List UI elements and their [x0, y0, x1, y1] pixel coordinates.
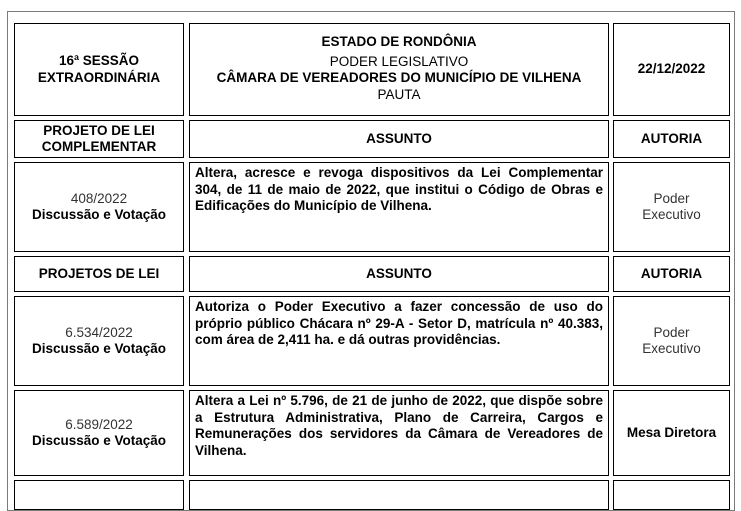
- item-author-line1: Poder: [653, 190, 690, 206]
- legislative-title: PODER LEGISLATIVO: [329, 53, 469, 69]
- section-label: PROJETOS DE LEI: [38, 265, 160, 281]
- date-cell: [613, 23, 730, 116]
- author-label: AUTORIA: [640, 130, 703, 146]
- next-row-cell: [613, 480, 730, 510]
- item-author: Mesa Diretora: [626, 424, 717, 440]
- item-author-cell: [613, 390, 730, 476]
- item-description-cell: [189, 296, 609, 386]
- chamber-title: CÂMARA DE VEREADORES DO MUNICÍPIO DE VILHENA: [216, 70, 582, 85]
- item-number-cell: [14, 296, 184, 386]
- subject-label: ASSUNTO: [366, 130, 432, 146]
- session-date: 22/12/2022: [637, 61, 706, 77]
- next-row-cell: [189, 480, 609, 510]
- subject-header: [189, 120, 609, 158]
- item-number: 408/2022: [70, 190, 128, 206]
- item-description-cell: [189, 390, 609, 476]
- item-author-line2: Executivo: [642, 341, 701, 356]
- author-label: AUTORIA: [640, 265, 703, 281]
- section-header-projetos: [14, 256, 184, 292]
- item-number-cell: [14, 162, 184, 252]
- item-author-cell: [613, 162, 730, 252]
- state-title: ESTADO DE RONDÔNIA: [321, 34, 477, 49]
- item-stage: Discussão e Votação: [31, 341, 167, 356]
- item-description: Autoriza o Poder Executivo a fazer concessão de uso do próprio público Chácara nº 29-A - Setor D, matrícula nº 40.383, com área de 2,411 ha. e dá outras providências.: [195, 299, 603, 347]
- section-header-complementar: [14, 120, 184, 158]
- item-author-cell: [613, 296, 730, 386]
- subject-header: [189, 256, 609, 292]
- item-description-cell: [189, 162, 609, 252]
- session-cell: [14, 23, 184, 116]
- item-stage: Discussão e Votação: [31, 433, 167, 448]
- subject-label: ASSUNTO: [366, 265, 432, 281]
- session-line2: EXTRAORDINÁRIA: [37, 69, 161, 85]
- author-header: [613, 120, 730, 158]
- next-row-cell: [14, 480, 184, 510]
- item-author-line1: Poder: [653, 324, 690, 340]
- author-header: [613, 256, 730, 292]
- session-line1: 16ª SESSÃO: [58, 53, 140, 68]
- item-description: Altera a Lei nº 5.796, de 21 de junho de 2022, que dispõe sobre a Estrutura Administrativa, Plano de Carreira, Cargos e Remunerações dos servidores da Câmara de Vereadores de Vilhena.: [195, 393, 603, 458]
- item-author-line2: Executivo: [642, 207, 701, 222]
- item-number-cell: [14, 390, 184, 476]
- item-number: 6.534/2022: [65, 324, 133, 340]
- item-description: Altera, acresce e revoga dispositivos da Lei Complementar 304, de 11 de maio de 2022, que institui o Código de Obras e Edificações do Município de Vilhena.: [195, 165, 603, 213]
- section-label-line2: COMPLEMENTAR: [41, 139, 157, 154]
- item-number: 6.589/2022: [65, 416, 133, 432]
- section-label-line1: PROJETO DE LEI: [43, 122, 155, 138]
- title-cell: [189, 23, 609, 116]
- agenda-title: PAUTA: [377, 86, 421, 102]
- item-stage: Discussão e Votação: [31, 207, 167, 222]
